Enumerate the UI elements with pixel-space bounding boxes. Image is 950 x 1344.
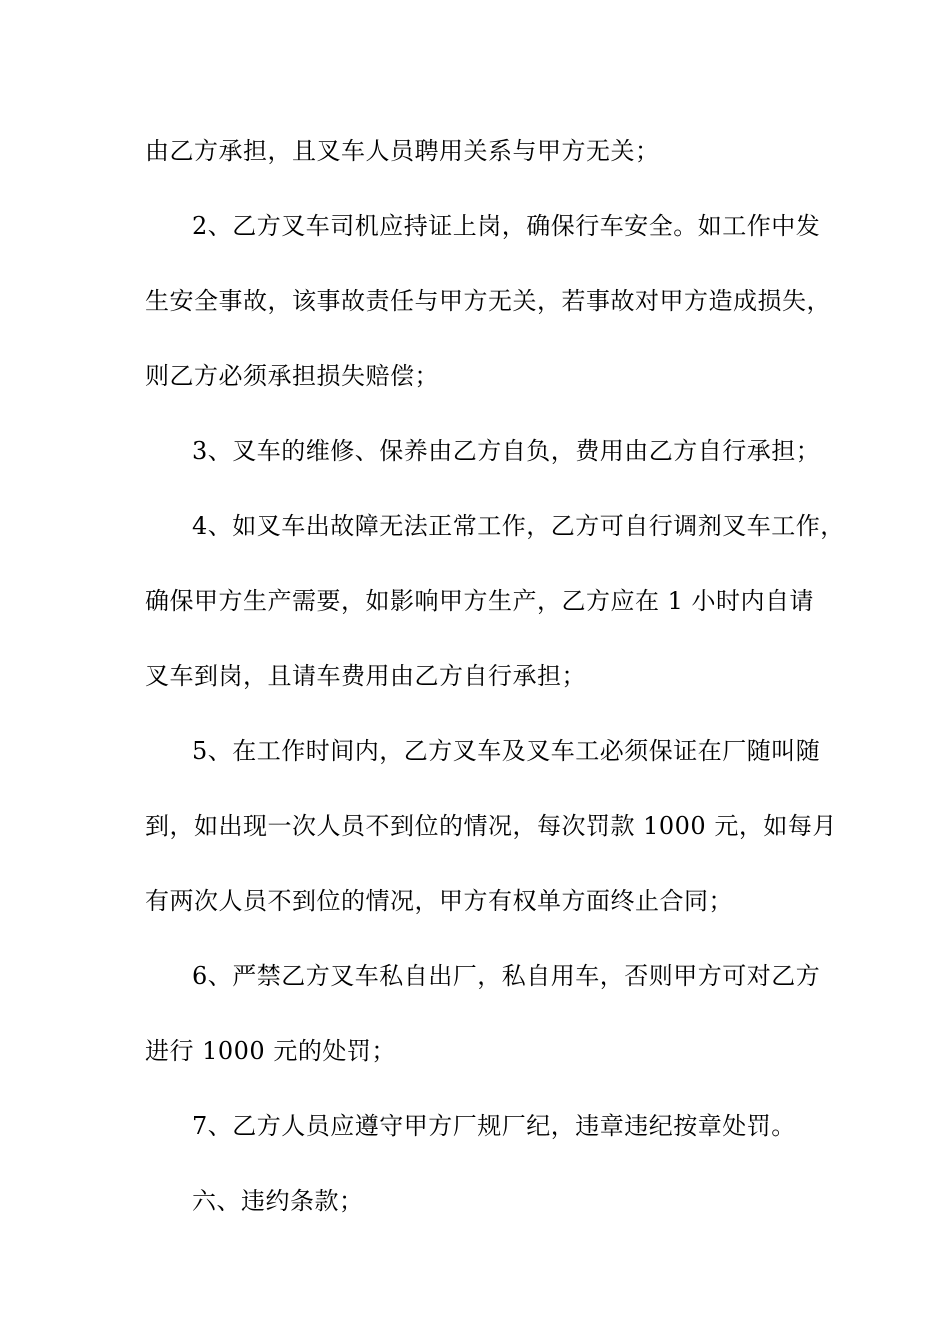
text-line: 确保甲方生产需要，如影响甲方生产，乙方应在 1 小时内自请 <box>145 587 815 615</box>
text-line: 则乙方必须承担损失赔偿； <box>145 362 439 390</box>
text-line: 叉车到岗，且请车费用由乙方自行承担； <box>145 662 586 690</box>
text-line: 到，如出现一次人员不到位的情况，每次罚款 1000 元，如每月 <box>145 812 837 840</box>
text-line: 2、乙方叉车司机应持证上岗，确保行车安全。如工作中发 <box>192 212 821 240</box>
text-line: 3、叉车的维修、保养由乙方自负，费用由乙方自行承担； <box>192 437 821 465</box>
text-line: 有两次人员不到位的情况，甲方有权单方面终止合同； <box>145 887 733 915</box>
text-line: 5、在工作时间内，乙方叉车及叉车工必须保证在厂随叫随 <box>192 737 821 765</box>
text-line: 4、如叉车出故障无法正常工作，乙方可自行调剂叉车工作， <box>192 512 845 540</box>
text-line: 由乙方承担，且叉车人员聘用关系与甲方无关； <box>145 137 660 165</box>
section-heading: 六、违约条款； <box>192 1187 364 1215</box>
text-line: 生安全事故，该事故责任与甲方无关，若事故对甲方造成损失， <box>145 287 831 315</box>
text-line: 6、严禁乙方叉车私自出厂，私自用车，否则甲方可对乙方 <box>192 962 821 990</box>
text-line: 进行 1000 元的处罚； <box>145 1037 396 1065</box>
text-line: 7、乙方人员应遵守甲方厂规厂纪，违章违纪按章处罚。 <box>192 1112 796 1140</box>
